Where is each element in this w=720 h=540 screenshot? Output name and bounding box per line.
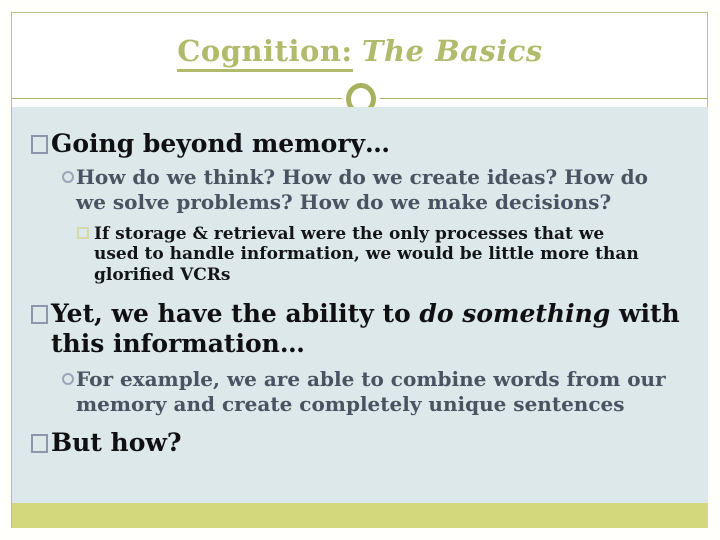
title-underlined-text: Cognition: <box>177 34 352 72</box>
circle-bullet-icon <box>62 171 74 183</box>
square-bullet-icon <box>31 135 48 154</box>
circle-bullet-icon <box>62 373 74 385</box>
text-line: used to handle information, we would be little more than <box>94 244 639 265</box>
bottom-band <box>12 503 708 528</box>
text-line: glorified VCRs <box>94 264 231 285</box>
square-bullet-icon <box>31 434 48 453</box>
text-line: But how? <box>51 427 182 457</box>
text-segment-italic: do something <box>419 298 611 328</box>
bullet-item-level3 <box>31 224 702 286</box>
text-line: If storage & retrieval were the only processes that we <box>94 223 605 244</box>
text-segment: Yet, we have the ability to <box>51 298 420 328</box>
text-line: How do we think? How do we create ideas? How do <box>76 164 648 189</box>
content-area <box>12 107 708 503</box>
text-line: memory and create completely unique sentences <box>76 391 625 416</box>
text-line: Going beyond memory… <box>51 129 391 158</box>
bullet-item-level2 <box>31 367 702 417</box>
slide-title <box>0 34 720 68</box>
text-line: this information… <box>51 329 305 359</box>
bullet-item-level2 <box>31 165 702 215</box>
title-italic-text: The Basics <box>361 34 543 68</box>
text-segment: with <box>610 298 680 328</box>
bullet-item-level1 <box>31 299 702 360</box>
small-square-bullet-icon <box>77 227 89 239</box>
bullet-item-level1 <box>31 428 702 459</box>
text-line: we solve problems? How do we make decisions? <box>76 189 612 214</box>
square-bullet-icon <box>31 305 48 324</box>
text-line <box>51 299 702 330</box>
bullet-item-level1 <box>31 129 702 160</box>
text-line: For example, we are able to combine words from our <box>76 366 666 391</box>
